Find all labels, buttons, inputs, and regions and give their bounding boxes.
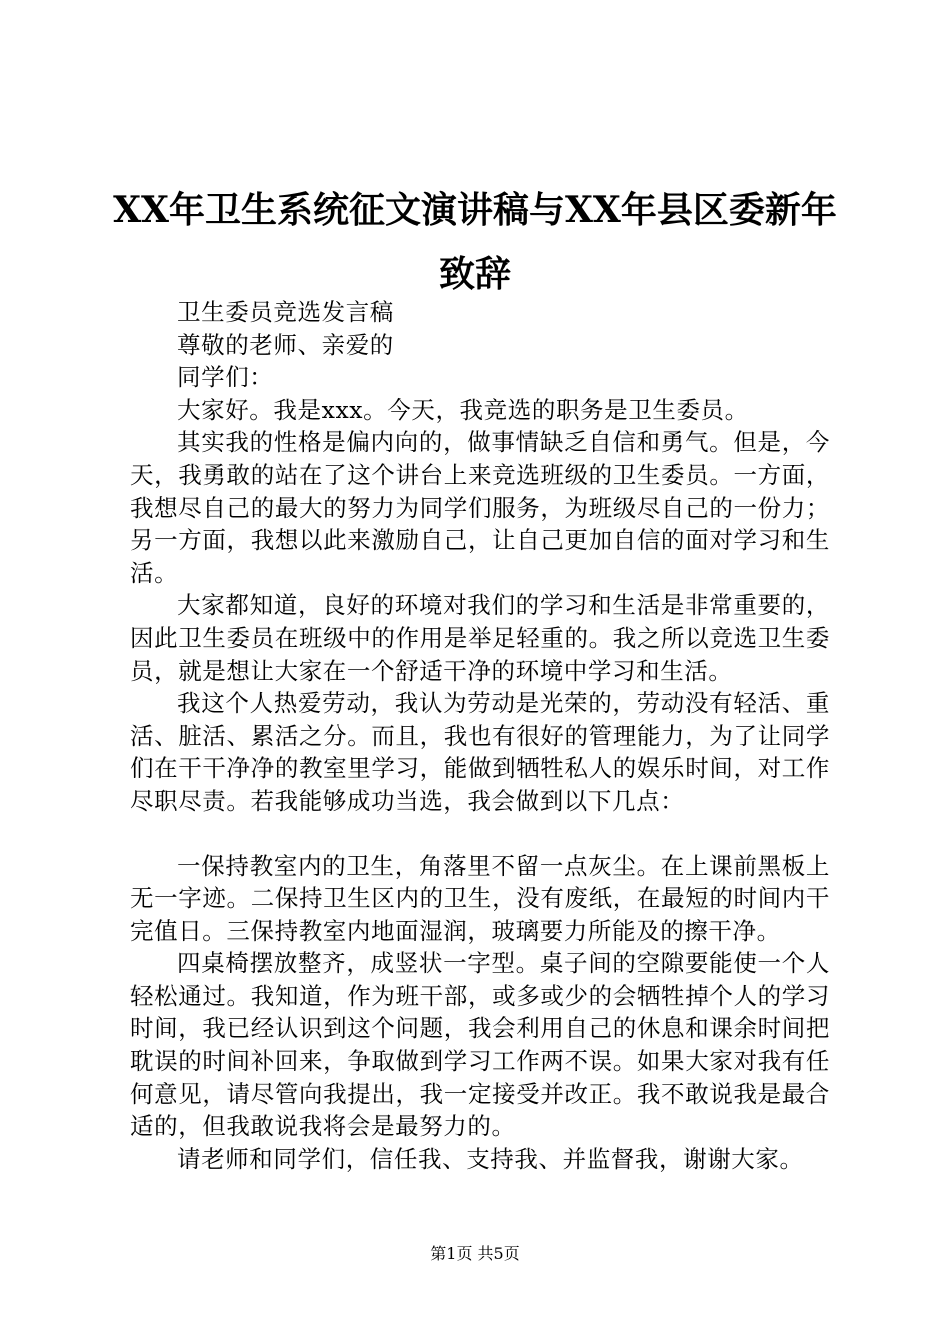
paragraph-closing: 请老师和同学们，信任我、支持我、并监督我，谢谢大家。 (177, 1144, 804, 1173)
paragraph-salutation-2: 同学们： (177, 363, 274, 392)
title-line-1: XX年卫生系统征文演讲稿与XX年县区委新年 (113, 189, 837, 231)
paragraph-point-4: 四桌椅摆放整齐，成竖状一字型。桌子间的空隙要能使一个人轻松通过。我知道，作为班干部，或多或少的会牺牲掉个人的学习时间，我已经认识到这个问题，我会利用自己的休息和课余时间把耽误的时间补回来，争取做到学习工作两不误。如果大家对我有任何意见，请尽管向我提出，我一定接受并改正。我不敢说我是最合适的，但我敢说我将会是最努力的。 (130, 949, 830, 1141)
paragraph-intro: 其实我的性格是偏内向的，做事情缺乏自信和勇气。但是，今天，我勇敢的站在了这个讲台上来竞选班级的卫生委员。一方面，我想尽自己的最大的努力为同学们服务，为班级尽自己的一份力；另一方面，我想以此来激励自己，让自己更加自信的面对学习和生活。 (130, 428, 830, 587)
document-title (0, 178, 950, 306)
document-body (130, 296, 830, 1175)
paragraph-salutation-1: 尊敬的老师、亲爱的 (177, 330, 394, 359)
paragraph-points-1-3: 一保持教室内的卫生，角落里不留一点灰尘。在上课前黑板上无一字迹。二保持卫生区内的卫生，没有废纸，在最短的时间内干完值日。三保持教室内地面湿润，玻璃要力所能及的擦干净。 (130, 851, 830, 945)
paragraph-greeting: 大家好。我是xxx。今天，我竞选的职务是卫生委员。 (177, 395, 749, 424)
title-line-2: 致辞 (438, 253, 511, 295)
paragraph-heading: 卫生委员竞选发言稿 (177, 298, 394, 326)
page-number-footer: 第1页 共5页 (430, 1244, 520, 1263)
paragraph-commitment: 我这个人热爱劳动，我认为劳动是光荣的，劳动没有轻活、重活、脏活、累活之分。而且，我也有很好的管理能力，为了让同学们在干干净净的教室里学习，能做到牺牲私人的娱乐时间，对工作尽职尽责。若我能够成功当选，我会做到以下几点： (130, 689, 830, 815)
paragraph-environment: 大家都知道，良好的环境对我们的学习和生活是非常重要的，因此卫生委员在班级中的作用是举足轻重的。我之所以竞选卫生委员，就是想让大家在一个舒适干净的环境中学习和生活。 (130, 591, 830, 685)
